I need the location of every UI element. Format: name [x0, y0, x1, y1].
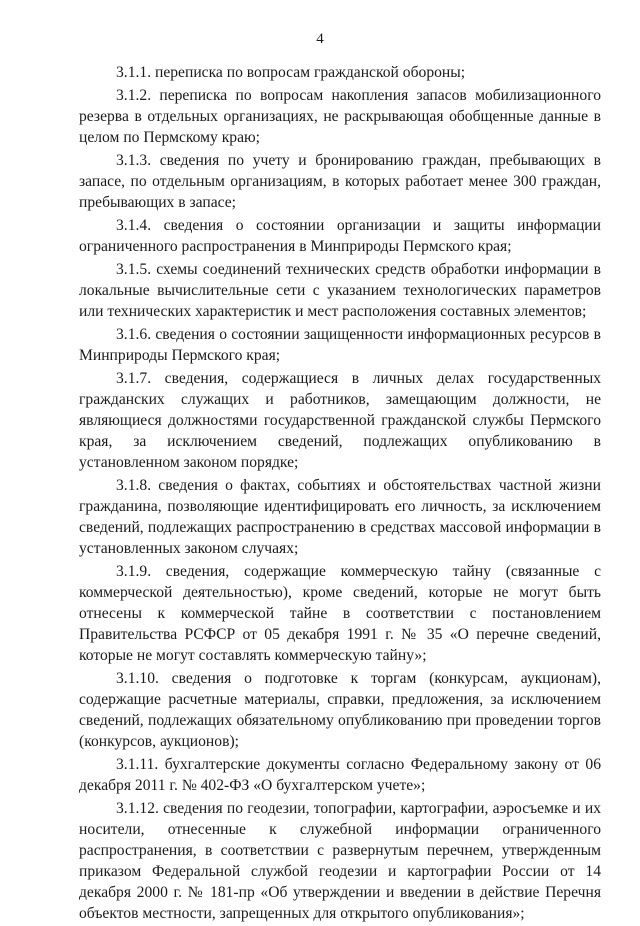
paragraph-3-1-10: 3.1.10. сведения о подготовке к торгам (конкурсам, аукционам), содержащие расчетные материалы, справки, предложения, за исключением сведений, подлежащих обязательному опубликованию при проведении торгов (конкурсов, аукционов); — [79, 670, 601, 750]
paragraph-3-1-7: 3.1.7. сведения, содержащиеся в личных делах государственных гражданских служащих и работников, замещающим должности, не являющиеся должностями государственной гражданской службы Пермского края, за исключением сведений, подлежащих опубликованию в установленном законом порядке; — [79, 370, 601, 471]
document-body — [79, 62, 601, 926]
paragraph-3-1-4: 3.1.4. сведения о состоянии организации и защиты информации ограниченного распространения в Минприроды Пермского края; — [79, 217, 601, 255]
paragraph-3-1-11: 3.1.11. бухгалтерские документы согласно Федеральному закону от 06 декабря 2011 г. № 402-ФЗ «О бухгалтерском учете»; — [79, 756, 601, 794]
paragraph-3-1-8: 3.1.8. сведения о фактах, событиях и обстоятельствах частной жизни гражданина, позволяющие идентифицировать его личность, за исключением сведений, подлежащих распространению в средствах массовой информации в установленных законом случаях; — [79, 477, 601, 557]
paragraph-3-1-2: 3.1.2. переписка по вопросам накопления запасов мобилизационного резерва в отдельных организациях, не раскрывающая обобщенные данные в целом по Пермскому краю; — [79, 87, 601, 146]
page-number: 4 — [316, 31, 324, 47]
paragraph-3-1-6: 3.1.6. сведения о состоянии защищенности информационных ресурсов в Минприроды Пермского края; — [79, 326, 601, 364]
paragraph-3-1-12: 3.1.12. сведения по геодезии, топографии, картографии, аэросъемке и их носители, отнесенные к служебной информации ограниченного распространения, в соответствии с развернутым перечнем, утвержденным приказом Федеральной службой геодезии и картографии России от 14 декабря 2000 г. № 181-пр «Об утверждении и введении в действие Перечня объектов местности, запрещенных для открытого опубликования»; — [79, 800, 601, 922]
paragraph-3-1-3: 3.1.3. сведения по учету и бронированию граждан, пребывающих в запасе, по отдельным организациям, в которых работает менее 300 граждан, пребывающих в запасе; — [79, 152, 601, 211]
paragraph-3-1-5: 3.1.5. схемы соединений технических средств обработки информации в локальные вычислительные сети с указанием технологических параметров или технических характеристик и мест расположения составных элементов; — [79, 261, 601, 320]
paragraph-3-1-1: 3.1.1. переписка по вопросам гражданской обороны; — [116, 64, 466, 81]
paragraph-3-1-9: 3.1.9. сведения, содержащие коммерческую тайну (связанные с коммерческой деятельностью), кроме сведений, которые не могут быть отнесены к коммерческой тайне в соответствии с постановлением Правительства РСФСР от 05 декабря 1991 г. № 35 «О перечне сведений, которые не могут составлять коммерческую тайну»; — [79, 563, 601, 664]
